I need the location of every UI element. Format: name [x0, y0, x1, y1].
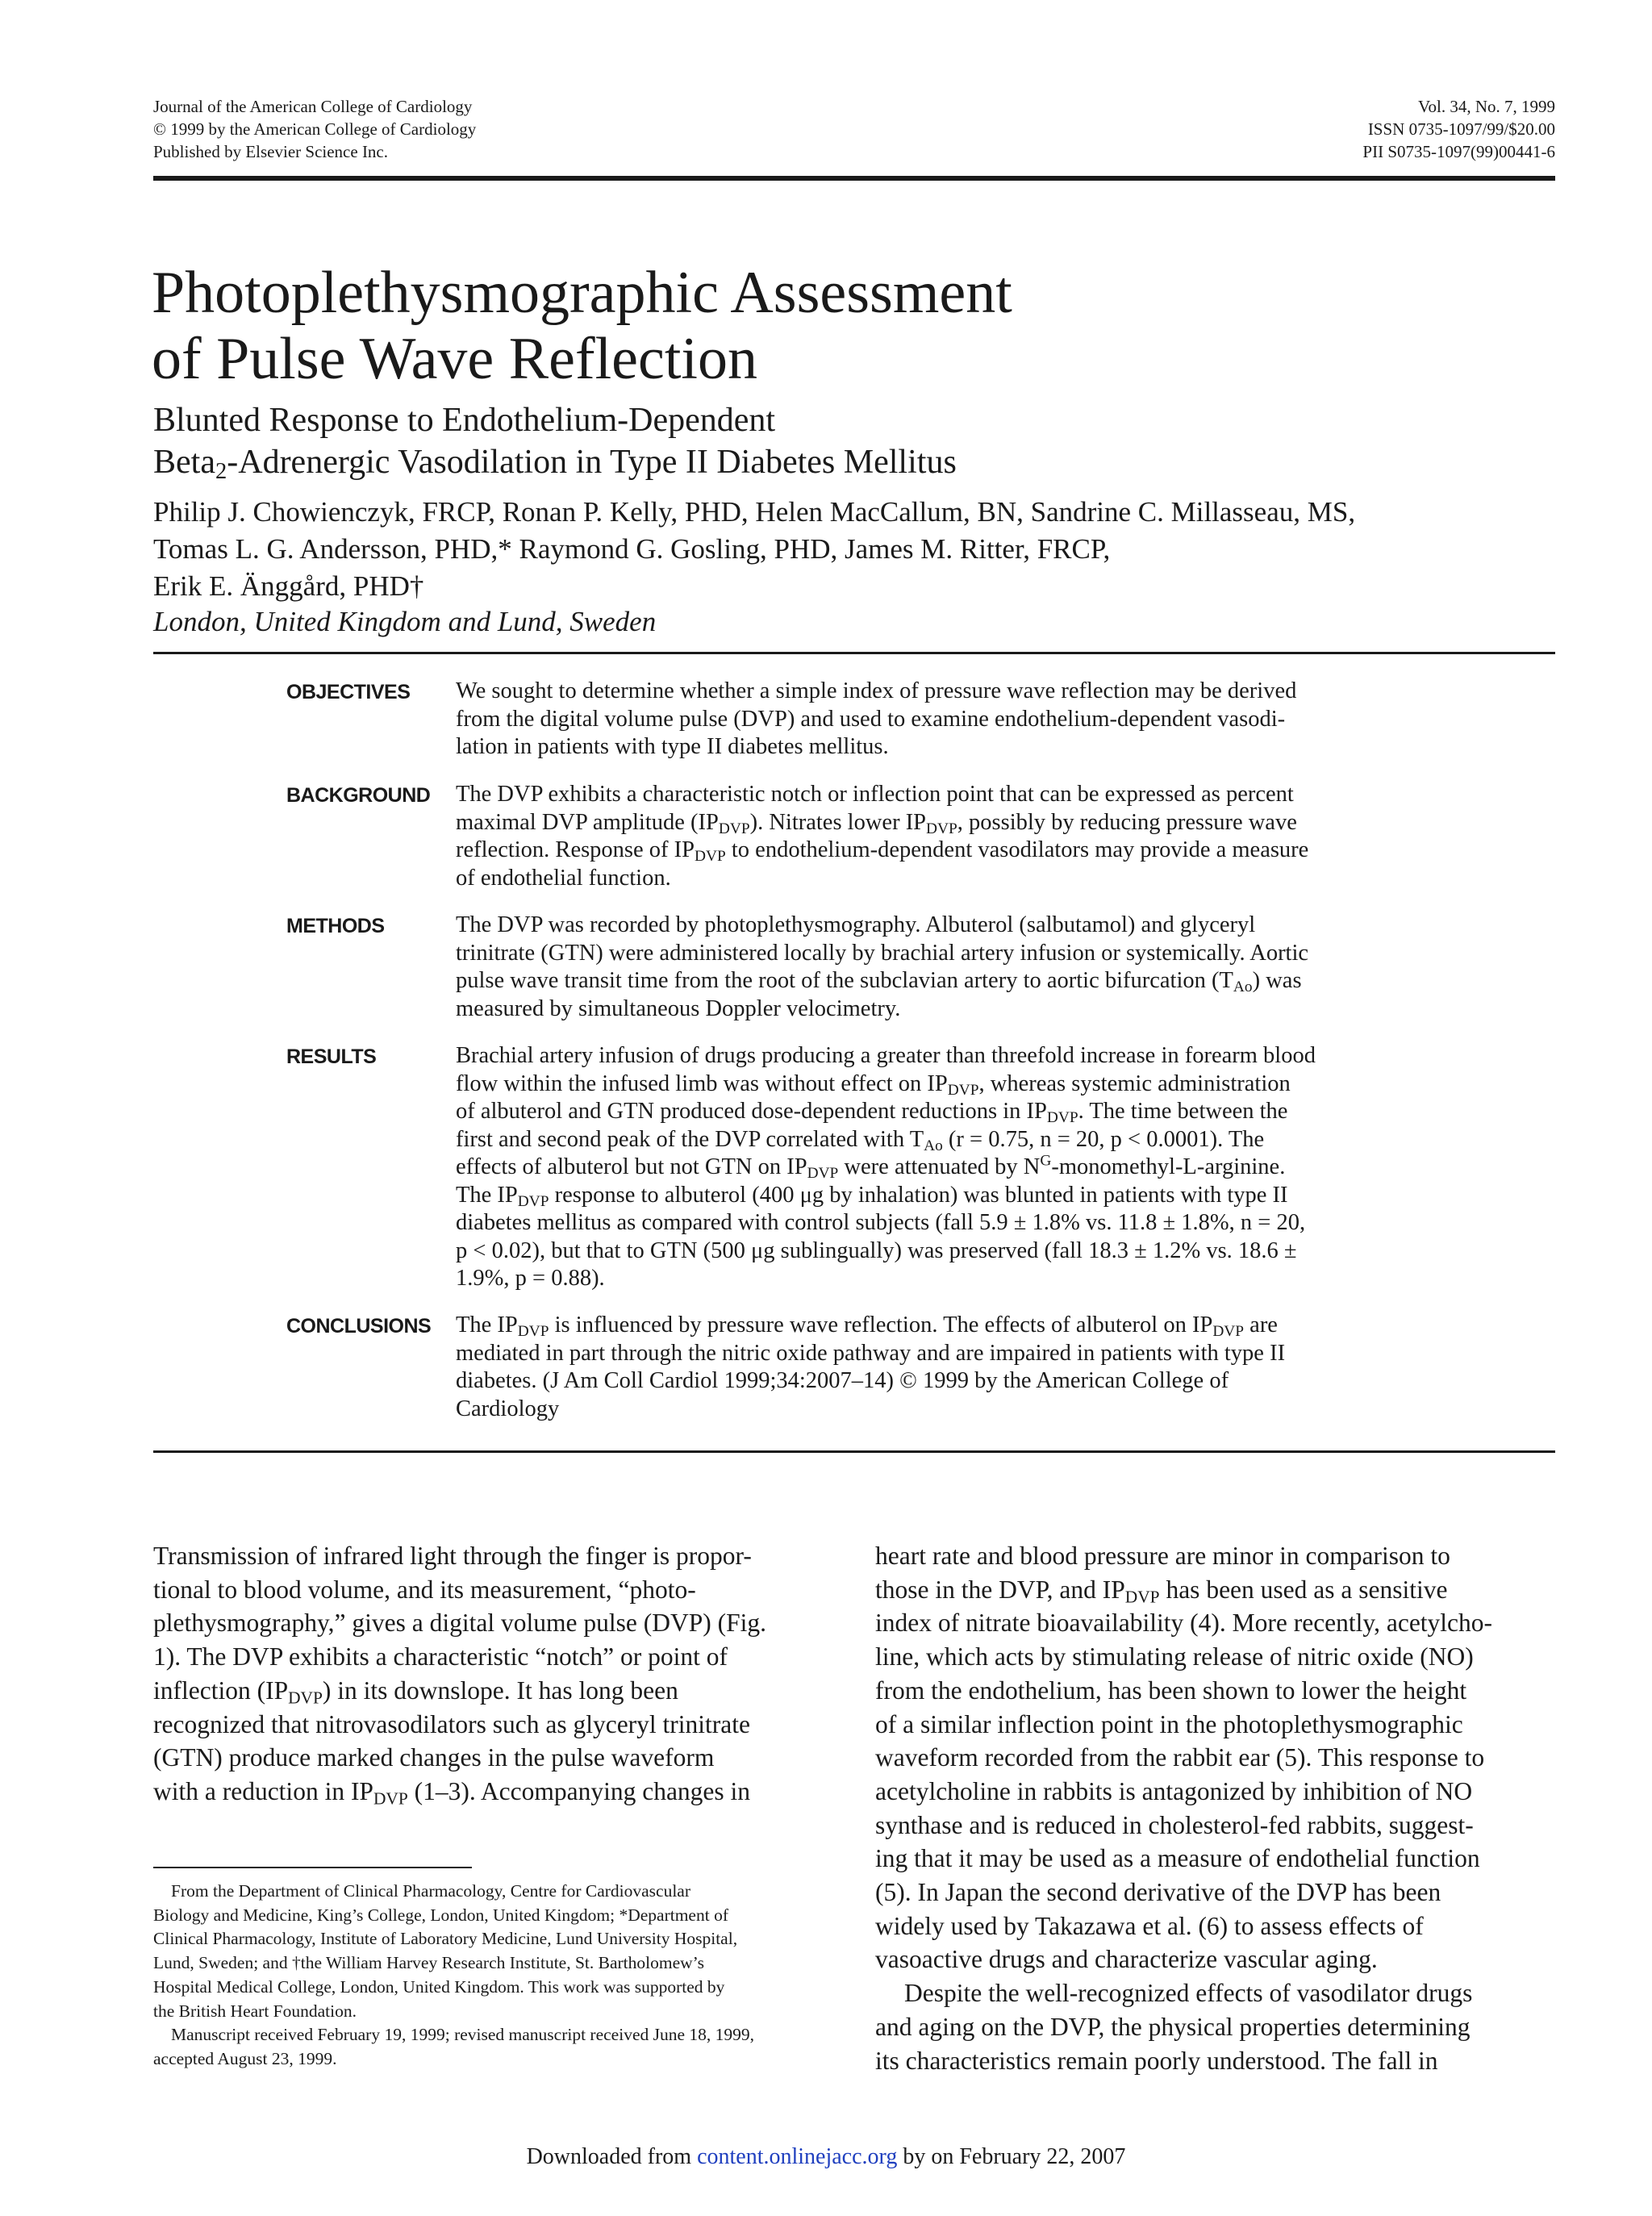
footnote-line: the British Heart Foundation. — [153, 2001, 357, 2021]
text-run: (1–3). Accompanying changes in — [407, 1776, 751, 1805]
text-run: first and second peak of the DVP correlated with T — [456, 1126, 924, 1152]
text-line: ing that it may be used as a measure of endothelial function — [875, 1844, 1480, 1873]
footnote-line: Hospital Medical College, London, United Kingdom. This work was supported by — [153, 1976, 725, 1997]
body-column-right — [875, 1539, 1555, 2077]
text-run: effects of albuterol but not GTN on IP — [456, 1154, 807, 1179]
text-run: is influenced by pressure wave reflection. The effects of albuterol on IP — [549, 1312, 1213, 1338]
download-link[interactable]: content.onlinejacc.org — [697, 2144, 898, 2169]
text-line — [456, 837, 1408, 865]
text-line: Transmission of infrared light through the finger is propor- — [153, 1542, 752, 1570]
article-title — [152, 260, 1012, 392]
text-line — [456, 1154, 1408, 1182]
footnote-rule — [153, 1867, 472, 1868]
author-list — [153, 494, 1355, 605]
text-line: tional to blood volume, and its measurement, “photo- — [153, 1575, 696, 1604]
text-line: diabetes mellitus as compared with control subjects (fall 5.9 ± 1.8% vs. 11.8 ± 1.8%, n = 20, — [456, 1210, 1306, 1235]
section-text — [456, 912, 1408, 1023]
text-line: line, which acts by stimulating release of nitric oxide (NO) — [875, 1642, 1474, 1671]
text-line: (5). In Japan the second derivative of the DVP has been — [875, 1878, 1441, 1907]
title-line-1: Photoplethysmographic Assessment — [152, 260, 1012, 326]
section-label: METHODS — [286, 915, 385, 937]
text-line: widely used by Takazawa et al. (6) to assess effects of — [875, 1911, 1424, 1940]
text-line — [456, 967, 1408, 995]
text-run: ) in its downslope. It has long been — [322, 1676, 678, 1705]
text-run: of albuterol and GTN produced dose-dependent reductions in IP — [456, 1099, 1047, 1124]
superscript: G — [1040, 1152, 1052, 1170]
header-rule — [153, 176, 1555, 181]
text-run: inflection (IP — [153, 1676, 289, 1705]
text-line: 1.9%, p = 0.88). — [456, 1266, 605, 1291]
author-line-3: Erik E. Änggård, PHD† — [153, 570, 424, 602]
text-line — [153, 1775, 831, 1809]
text-line: Despite the well-recognized effects of vasodilator drugs — [904, 1979, 1473, 2008]
text-line — [456, 1182, 1408, 1210]
abstract-bottom-rule — [153, 1450, 1555, 1453]
text-line — [456, 1070, 1408, 1099]
text-line: We sought to determine whether a simple index of pressure wave reflection may be derived — [456, 678, 1297, 703]
text-run: , possibly by reducing pressure wave — [957, 809, 1297, 835]
text-line: index of nitrate bioavailability (4). More recently, acetylcho- — [875, 1609, 1493, 1638]
text-line: The DVP was recorded by photoplethysmography. Albuterol (salbutamol) and glyceryl — [456, 912, 1256, 937]
text-line: and aging on the DVP, the physical properties determining — [875, 2012, 1471, 2041]
pii-line: PII S0735-1097(99)00441-6 — [1362, 142, 1555, 161]
text-line — [153, 1674, 831, 1708]
text-line: its characteristics remain poorly understood. The fall in — [875, 2046, 1438, 2075]
footnotes — [153, 1880, 831, 2072]
text-run: to endothelium-dependent vasodilators may provide a measure — [725, 837, 1309, 862]
text-run: The IP — [456, 1312, 518, 1338]
copyright-line: © 1999 by the American College of Cardiology — [153, 119, 477, 139]
subscript: DVP — [695, 847, 726, 865]
subscript: DVP — [517, 1322, 549, 1340]
section-text — [456, 1042, 1408, 1293]
subtitle-text: -Adrenergic Vasodilation in Type II Diabetes Mellitus — [227, 444, 957, 481]
text-line: diabetes. (J Am Coll Cardiol 1999;34:2007–14) © 1999 by the American College of — [456, 1368, 1229, 1393]
title-line-2: of Pulse Wave Reflection — [152, 326, 757, 392]
text-line: 1). The DVP exhibits a characteristic “notch” or point of — [153, 1642, 728, 1671]
section-text — [456, 781, 1408, 892]
text-line: (GTN) produce marked changes in the pulse waveform — [153, 1743, 715, 1772]
text-run: response to albuterol (400 μg by inhalation) was blunted in patients with type II — [549, 1182, 1288, 1208]
text-run: -monomethyl-L-arginine. — [1051, 1154, 1286, 1179]
download-text: Downloaded from — [526, 2144, 698, 2169]
text-line: mediated in part through the nitric oxide pathway and are impaired in patients with type II — [456, 1340, 1286, 1366]
text-line: The DVP exhibits a characteristic notch or inflection point that can be expressed as percent — [456, 782, 1294, 807]
download-footer — [0, 2144, 1652, 2170]
text-run: are — [1244, 1312, 1278, 1338]
text-line: p < 0.02), but that to GTN (500 μg sublingually) was preserved (fall 18.3 ± 1.2% vs. 18.6 ± — [456, 1237, 1297, 1263]
text-run: . The time between the — [1078, 1099, 1288, 1124]
author-line-1: Philip J. Chowienczyk, FRCP, Ronan P. Kelly, PHD, Helen MacCallum, BN, Sandrine C. Millasseau, MS, — [153, 496, 1356, 528]
section-label: RESULTS — [286, 1045, 377, 1068]
subscript: DVP — [373, 1788, 408, 1809]
volume-line: Vol. 34, No. 7, 1999 — [1418, 97, 1555, 116]
subscript: Ao — [1233, 978, 1253, 995]
text-line: of a similar inflection point in the photoplethysmographic — [875, 1709, 1463, 1738]
text-line: plethysmography,” gives a digital volume pulse (DVP) (Fig. — [153, 1609, 766, 1638]
text-run: with a reduction in IP — [153, 1776, 373, 1805]
section-label: OBJECTIVES — [286, 681, 411, 703]
section-label: BACKGROUND — [286, 784, 431, 807]
footnote-line: Clinical Pharmacology, Institute of Laboratory Medicine, Lund University Hospital, — [153, 1929, 738, 1949]
text-run: were attenuated by N — [838, 1154, 1041, 1179]
text-line — [456, 1126, 1408, 1154]
text-line: from the digital volume pulse (DVP) and used to examine endothelium-dependent vasodi- — [456, 706, 1286, 732]
text-line — [456, 809, 1408, 837]
subtitle-text: Beta — [153, 444, 215, 481]
text-run: those in the DVP, and IP — [875, 1575, 1125, 1604]
text-line: heart rate and blood pressure are minor in comparison to — [875, 1542, 1450, 1570]
journal-header-right — [1362, 95, 1555, 163]
download-text: by on February 22, 2007 — [897, 2144, 1126, 2169]
text-line: measured by simultaneous Doppler velocimetry. — [456, 995, 901, 1021]
subscript: DVP — [718, 820, 750, 837]
subscript: DVP — [926, 820, 957, 837]
text-run: flow within the infused limb was without effect on IP — [456, 1070, 948, 1096]
text-run: reflection. Response of IP — [456, 837, 695, 862]
subtitle-line-1: Blunted Response to Endothelium-Dependent — [153, 402, 776, 439]
text-line: recognized that nitrovasodilators such as glyceryl trinitrate — [153, 1709, 751, 1738]
text-run: (r = 0.75, n = 20, p < 0.0001). The — [942, 1126, 1265, 1152]
journal-name: Journal of the American College of Cardiology — [153, 97, 473, 116]
text-line: Brachial artery infusion of drugs producing a greater than threefold increase in forearm blood — [456, 1043, 1316, 1068]
text-run: ). Nitrates lower IP — [749, 809, 927, 835]
section-label: CONCLUSIONS — [286, 1315, 432, 1338]
text-line: Cardiology — [456, 1396, 560, 1421]
text-line: vasoactive drugs and characterize vascular aging. — [875, 1945, 1378, 1974]
affiliation-location: London, United Kingdom and Lund, Sweden — [153, 606, 657, 637]
issn-line: ISSN 0735-1097/99/$20.00 — [1367, 119, 1555, 139]
text-line — [456, 1312, 1408, 1340]
subscript: DVP — [517, 1192, 549, 1210]
publisher-line: Published by Elsevier Science Inc. — [153, 142, 389, 161]
subtitle-line-2 — [153, 441, 957, 483]
footnote-line: Manuscript received February 19, 1999; revised manuscript received June 18, 1999, — [171, 2025, 755, 2045]
text-run: maximal DVP amplitude (IP — [456, 809, 719, 835]
subscript: 2 — [215, 459, 227, 485]
subscript: DVP — [807, 1164, 839, 1182]
subscript: DVP — [288, 1688, 323, 1708]
text-line: synthase and is reduced in cholesterol-fed rabbits, suggest- — [875, 1810, 1474, 1839]
text-line: waveform recorded from the rabbit ear (5). This response to — [875, 1743, 1485, 1772]
footnote-line: accepted August 23, 1999. — [153, 2048, 337, 2068]
subscript: DVP — [947, 1081, 979, 1099]
subscript: Ao — [924, 1137, 943, 1154]
text-run: has been used as a sensitive — [1159, 1575, 1448, 1604]
author-line-2: Tomas L. G. Andersson, PHD,* Raymond G. Gosling, PHD, James M. Ritter, FRCP, — [153, 533, 1111, 565]
subscript: DVP — [1212, 1322, 1245, 1340]
section-text — [456, 1312, 1408, 1423]
text-run: , whereas systemic administration — [978, 1070, 1291, 1096]
footnote-line: From the Department of Clinical Pharmacology, Centre for Cardiovascular — [171, 1881, 691, 1901]
subscript: DVP — [1124, 1587, 1160, 1607]
subscript: DVP — [1046, 1108, 1078, 1126]
text-run: ) was — [1252, 968, 1302, 993]
text-run: The IP — [456, 1182, 518, 1208]
text-line: lation in patients with type II diabetes mellitus. — [456, 734, 889, 759]
text-line — [456, 1098, 1408, 1126]
text-line — [875, 1573, 1555, 1607]
journal-header-left — [153, 95, 476, 163]
section-text — [456, 678, 1408, 762]
text-line: from the endothelium, has been shown to lower the height — [875, 1676, 1467, 1705]
footnote-line: Lund, Sweden; and †the William Harvey Research Institute, St. Bartholomew’s — [153, 1953, 705, 1973]
footnote-line: Biology and Medicine, King’s College, London, United Kingdom; *Department of — [153, 1905, 728, 1925]
text-line: of endothelial function. — [456, 865, 671, 891]
abstract-top-rule — [153, 652, 1555, 654]
text-run: pulse wave transit time from the root of the subclavian artery to aortic bifurcation (T — [456, 968, 1233, 993]
body-column-left — [153, 1539, 831, 1809]
text-line: trinitrate (GTN) were administered locally by brachial artery infusion or systemically. Aortic — [456, 940, 1309, 966]
article-subtitle — [153, 399, 957, 483]
text-line: acetylcholine in rabbits is antagonized by inhibition of NO — [875, 1776, 1473, 1805]
